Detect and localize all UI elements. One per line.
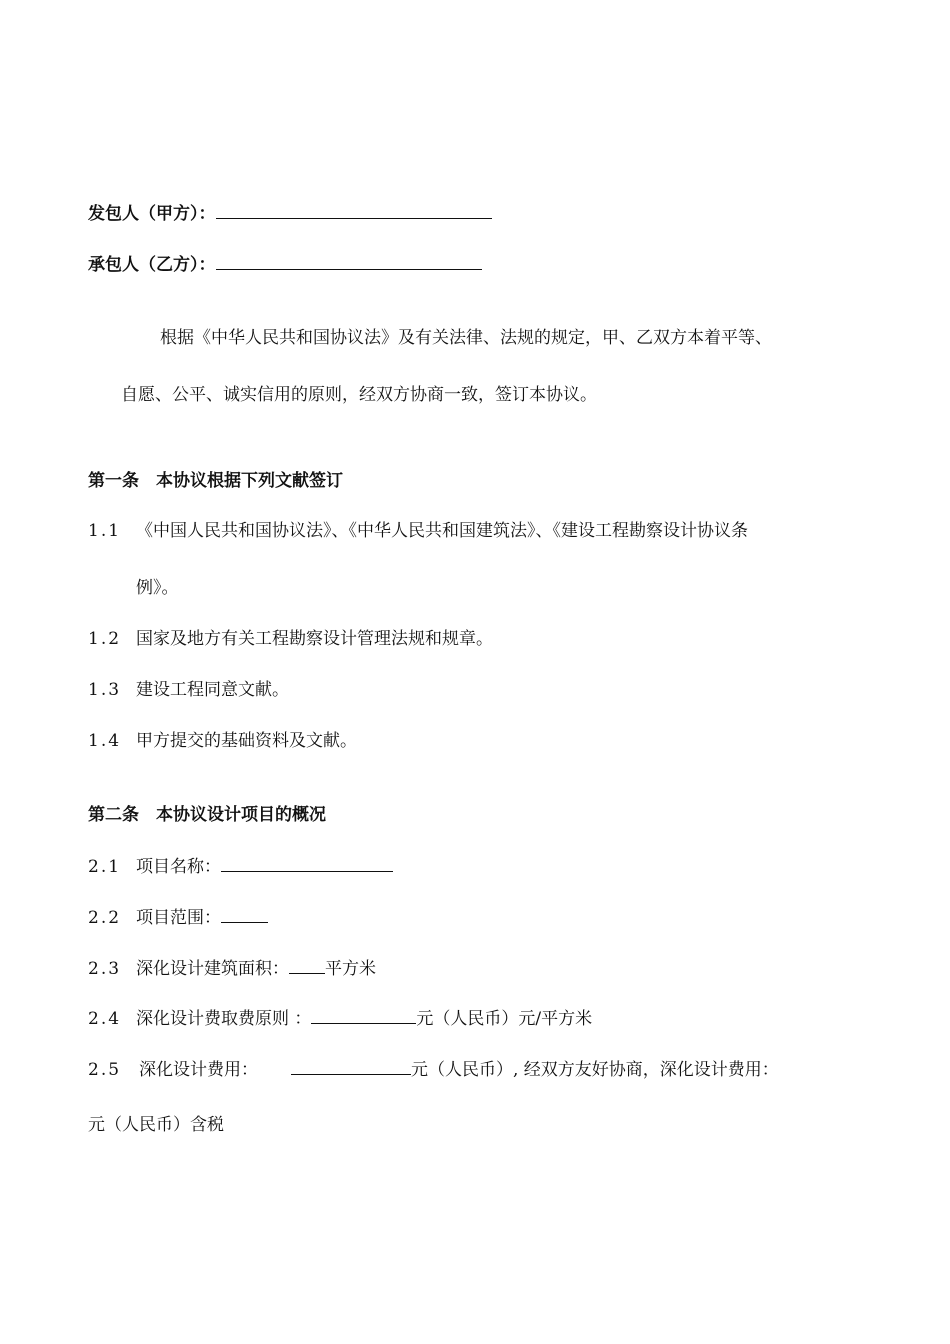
article-1-item-1-continuation: 例》。	[136, 578, 179, 598]
article-2-item-4	[88, 1005, 592, 1031]
article-2-item-5-continuation: 元（人民币）含税	[88, 1115, 224, 1135]
item-number: 2.2	[88, 908, 122, 928]
employer-label: 发包人（甲方）：	[88, 204, 216, 224]
contractor-blank[interactable]	[216, 251, 482, 270]
article-1-heading: 第一条 本协议根据下列文献签订	[88, 471, 343, 491]
article-2-item-5	[88, 1056, 779, 1082]
item-label: 项目范围：	[136, 908, 221, 928]
fee-principle-blank[interactable]	[311, 1005, 416, 1024]
article-1-item-2	[88, 627, 493, 651]
item-number: 2.4	[88, 1009, 122, 1029]
contractor-line	[88, 251, 482, 277]
item-text: 建设工程同意文献。	[136, 680, 289, 700]
article-2-heading: 第二条 本协议设计项目的概况	[88, 805, 326, 825]
item-suffix: 元（人民币）, 经双方友好协商，深化设计费用：	[411, 1060, 779, 1080]
item-text: 甲方提交的基础资料及文献。	[136, 731, 357, 751]
article-1-item-4	[88, 729, 357, 753]
contractor-label: 承包人（乙方）：	[88, 255, 216, 275]
item-text: 国家及地方有关工程勘察设计管理法规和规章。	[136, 629, 493, 649]
item-number: 1.4	[88, 731, 122, 751]
area-blank[interactable]	[289, 955, 325, 974]
article-1-item-3	[88, 678, 289, 702]
design-fee-blank[interactable]	[291, 1056, 411, 1075]
preamble-line-1: 根据《中华人民共和国协议法》及有关法律、法规的规定，甲、乙双方本着平等、	[160, 328, 772, 348]
article-2-item-3	[88, 955, 376, 981]
employer-blank[interactable]	[216, 200, 492, 219]
article-1-item-1	[88, 519, 748, 543]
item-label: 深化设计费用：	[139, 1060, 258, 1080]
item-number: 2.1	[88, 857, 122, 877]
article-2-item-1	[88, 853, 393, 879]
employer-line	[88, 200, 492, 226]
item-label: 深化设计费取费原则 ：	[136, 1009, 312, 1029]
item-number: 2.3	[88, 959, 122, 979]
item-suffix: 平方米	[325, 959, 376, 979]
item-number: 2.5	[88, 1060, 122, 1080]
item-text: 《中国人民共和国协议法》、《中华人民共和国建筑法》、《建设工程勘察设计协议条	[136, 521, 748, 541]
item-label: 项目名称：	[136, 857, 221, 877]
item-label: 深化设计建筑面积：	[136, 959, 289, 979]
project-name-blank[interactable]	[221, 853, 393, 872]
item-suffix: 元（人民币）元/平方米	[416, 1009, 593, 1029]
item-number: 1.3	[88, 680, 122, 700]
project-scope-blank[interactable]	[221, 904, 268, 923]
article-2-item-2	[88, 904, 268, 930]
item-number: 1.1	[88, 521, 122, 541]
item-number: 1.2	[88, 629, 122, 649]
preamble-line-2: 自愿、公平、诚实信用的原则，经双方协商一致，签订本协议。	[121, 385, 597, 405]
